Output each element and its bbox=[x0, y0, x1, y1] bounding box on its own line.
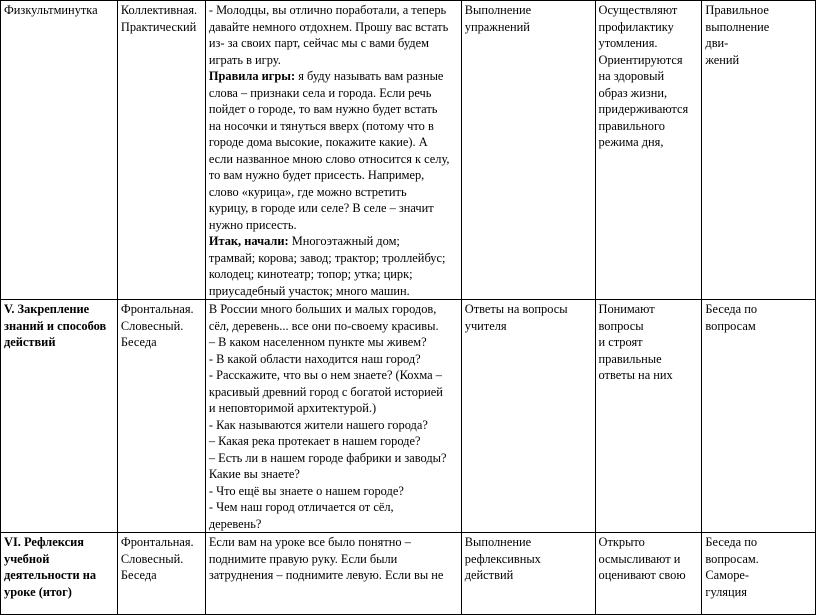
content-text: - Расскажите, что вы о нем знаете? (Кохма – bbox=[208, 368, 442, 382]
content-line bbox=[209, 19, 459, 36]
content-text: я буду называть вам разные bbox=[295, 69, 444, 83]
content-line bbox=[209, 233, 459, 250]
content-line bbox=[209, 184, 459, 201]
cell-text-line: Выполнение bbox=[464, 3, 532, 17]
content-line bbox=[209, 450, 459, 467]
content-text: В России много больших и малых городов, bbox=[208, 302, 437, 316]
content-text: на носочки и тянуться вверх (потому что в bbox=[208, 118, 434, 133]
content-text: – Какая река протекает в нашем городе? bbox=[208, 434, 421, 448]
content-line bbox=[209, 334, 459, 351]
cell-text-line: выполнение bbox=[705, 19, 770, 34]
cell-text-line: действий bbox=[464, 568, 514, 582]
content-text: колодец; кинотеатр; топор; утка; цирк; bbox=[208, 267, 413, 281]
content-line bbox=[209, 217, 459, 234]
cell-text-line: вопросам bbox=[705, 318, 756, 333]
content-line bbox=[209, 85, 459, 102]
cell-text-line: V. Закрепление bbox=[4, 302, 90, 316]
content-line bbox=[209, 200, 459, 217]
result-cell bbox=[595, 300, 702, 533]
stage-cell bbox=[1, 1, 118, 300]
content-cell bbox=[205, 300, 461, 533]
cell-text-line: образ жизни, bbox=[598, 85, 668, 100]
content-text: - Что ещё вы знаете о нашем городе? bbox=[208, 483, 404, 498]
cell-text-line: Саморе- bbox=[705, 568, 750, 582]
cell-text-line: Правильное bbox=[705, 3, 769, 17]
content-text: сёл, деревень... все они по-своему красивы. bbox=[208, 318, 439, 333]
content-line bbox=[209, 318, 459, 335]
stage-cell bbox=[1, 533, 118, 615]
content-line bbox=[209, 118, 459, 135]
content-text: - В какой области находится наш город? bbox=[208, 351, 421, 366]
content-line bbox=[209, 52, 459, 69]
form-cell bbox=[117, 533, 205, 615]
cell-text-line: придерживаются bbox=[598, 102, 689, 116]
form-cell bbox=[117, 300, 205, 533]
student-activity-cell bbox=[461, 1, 595, 300]
content-line bbox=[209, 351, 459, 368]
content-text: деревень? bbox=[208, 516, 262, 531]
cell-text-line: вопросы bbox=[598, 318, 644, 333]
content-text: затруднения – поднимите левую. Если вы не bbox=[208, 568, 444, 582]
cell-text-line: Беседа по bbox=[705, 302, 758, 316]
content-text: Какие вы знаете? bbox=[208, 467, 300, 481]
cell-text-line: Практический bbox=[120, 19, 197, 34]
cell-text-line: вопросам. bbox=[705, 551, 759, 566]
content-line bbox=[209, 567, 459, 584]
stage-text: Физкультминутка bbox=[4, 3, 98, 17]
content-text: слова – признаки села и города. Если речь bbox=[208, 85, 432, 100]
cell-text-line: Словесный. bbox=[120, 318, 184, 333]
cell-text-line: ответы на них bbox=[598, 368, 673, 382]
content-line bbox=[209, 266, 459, 283]
cell-text-line: рефлексивных bbox=[464, 551, 541, 566]
content-line bbox=[209, 400, 459, 417]
content-text: нужно присесть. bbox=[208, 217, 297, 232]
content-text: красивый древний город с богатой историей bbox=[208, 384, 443, 399]
cell-text-line: правильные bbox=[598, 351, 662, 366]
cell-text-line: утомления. bbox=[598, 36, 658, 50]
cell-text-line: на здоровый bbox=[598, 69, 665, 83]
content-text: - Чем наш город отличается от сёл, bbox=[208, 500, 394, 514]
cell-text-line: Словесный. bbox=[120, 551, 184, 566]
content-line bbox=[209, 466, 459, 483]
cell-text-line: упражнений bbox=[464, 19, 530, 34]
control-cell bbox=[702, 533, 816, 615]
content-line bbox=[209, 35, 459, 52]
cell-text-line: и строят bbox=[598, 335, 643, 349]
cell-text-line: знаний и способов bbox=[4, 318, 107, 333]
content-text: играть в игру. bbox=[208, 52, 281, 67]
content-text: курицу, в городе или селе? В селе – значит bbox=[208, 201, 434, 215]
table-row bbox=[1, 533, 816, 615]
content-cell bbox=[205, 1, 461, 300]
cell-text-line: уроке (итог) bbox=[4, 584, 72, 599]
content-text: поднимите правую руку. Если были bbox=[208, 551, 398, 566]
cell-text-line: режима дня, bbox=[598, 135, 664, 149]
content-line bbox=[209, 101, 459, 118]
content-line bbox=[209, 483, 459, 500]
bold-lead: Итак, начали: bbox=[208, 234, 289, 248]
stage-cell bbox=[1, 300, 118, 533]
table-row bbox=[1, 1, 816, 300]
cell-text-line: Фронтальная. bbox=[120, 535, 194, 549]
content-line bbox=[209, 551, 459, 568]
content-line bbox=[209, 283, 459, 300]
cell-text-line: Открыто bbox=[598, 535, 645, 549]
cell-text-line: Выполнение bbox=[464, 535, 532, 549]
content-line bbox=[209, 516, 459, 533]
content-line bbox=[209, 384, 459, 401]
content-text: если названное мною слово относится к селу, bbox=[208, 151, 450, 166]
table-row bbox=[1, 300, 816, 533]
cell-text-line: Коллективная. bbox=[120, 3, 198, 17]
content-line bbox=[209, 301, 459, 318]
content-line bbox=[209, 2, 459, 19]
cell-text-line: гуляция bbox=[705, 584, 747, 599]
content-line bbox=[209, 433, 459, 450]
content-line bbox=[209, 417, 459, 434]
bold-lead: Правила игры: bbox=[208, 69, 296, 83]
cell-text-line: Фронтальная. bbox=[120, 302, 194, 316]
content-text: - Молодцы, вы отлично поработали, а теперь bbox=[208, 3, 447, 17]
cell-text-line: Осуществляют bbox=[598, 3, 678, 17]
student-activity-cell bbox=[461, 300, 595, 533]
result-cell bbox=[595, 533, 702, 615]
cell-text-line: профилактику bbox=[598, 19, 674, 34]
cell-text-line: оценивают свою bbox=[598, 568, 686, 582]
content-text: Если вам на уроке все было понятно – bbox=[208, 535, 411, 549]
content-text: пойдет о городе, то вам нужно будет встать bbox=[208, 102, 438, 116]
content-line bbox=[209, 499, 459, 516]
content-text: приусадебный участок; много машин. bbox=[208, 283, 410, 298]
content-text: давайте немного отдохнем. Прошу вас встать bbox=[208, 19, 449, 34]
content-text: то вам нужно будет присесть. Например, bbox=[208, 168, 425, 182]
content-text: слово «курица», где можно встретить bbox=[208, 184, 407, 199]
content-text: из- за своих парт, сейчас мы с вами будем bbox=[208, 36, 429, 50]
cell-text-line: деятельности на bbox=[4, 568, 97, 582]
content-text: – Есть ли в нашем городе фабрики и заводы? bbox=[208, 450, 447, 465]
content-text: и неповторимой архитектурой.) bbox=[208, 401, 377, 415]
result-cell bbox=[595, 1, 702, 300]
content-text: городе дома высокие, покажите какие). А bbox=[208, 135, 428, 149]
content-line bbox=[209, 534, 459, 551]
control-cell bbox=[702, 300, 816, 533]
cell-text-line: жений bbox=[705, 52, 740, 67]
content-line bbox=[209, 367, 459, 384]
cell-text-line: Беседа по bbox=[705, 535, 758, 549]
cell-text-line: осмысливают и bbox=[598, 551, 681, 566]
cell-text-line: Ответы на вопросы bbox=[464, 302, 568, 316]
cell-text-line: Понимают bbox=[598, 302, 655, 316]
cell-text-line: дви- bbox=[705, 36, 729, 50]
form-cell bbox=[117, 1, 205, 300]
content-text: – В каком населенном пункте мы живем? bbox=[208, 335, 427, 349]
cell-text-line: Беседа bbox=[120, 568, 157, 582]
control-cell bbox=[702, 1, 816, 300]
cell-text-line: правильного bbox=[598, 118, 665, 133]
content-cell bbox=[205, 533, 461, 615]
cell-text-line: учебной bbox=[4, 551, 50, 566]
cell-text-line: Беседа bbox=[120, 335, 157, 349]
cell-text-line: Ориентируются bbox=[598, 52, 683, 67]
content-line bbox=[209, 167, 459, 184]
content-text: - Как называются жители нашего города? bbox=[208, 417, 428, 432]
content-text: Многоэтажный дом; bbox=[288, 234, 400, 248]
student-activity-cell bbox=[461, 533, 595, 615]
content-line bbox=[209, 250, 459, 267]
cell-text-line: учителя bbox=[464, 318, 507, 333]
content-line bbox=[209, 134, 459, 151]
cell-text-line: VI. Рефлексия bbox=[4, 535, 84, 549]
cell-text-line: действий bbox=[4, 335, 56, 349]
content-line bbox=[209, 68, 459, 85]
content-text: трамвай; корова; завод; трактор; троллейбус; bbox=[208, 250, 446, 265]
content-line bbox=[209, 151, 459, 168]
